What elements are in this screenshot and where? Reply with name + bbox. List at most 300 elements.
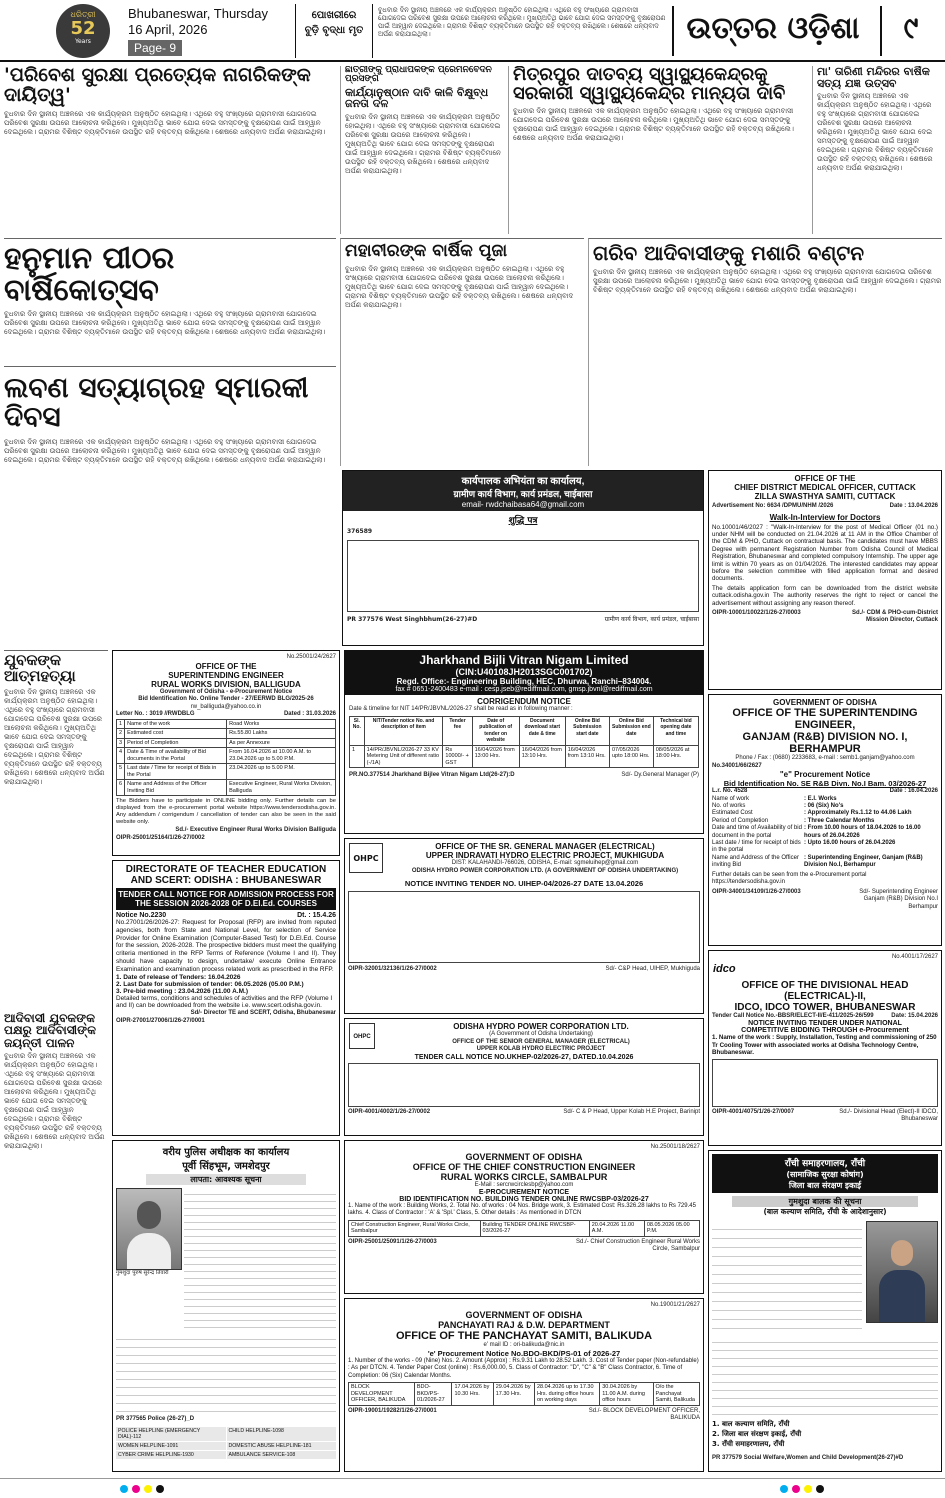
table-row (117, 729, 336, 739)
ad-number: No.25001/18/2627 (650, 1144, 700, 1150)
ad-police-jamshedpur (112, 1140, 340, 1472)
ad-meta (116, 912, 336, 919)
ad-body (712, 1221, 862, 1331)
ad-title: Jharkhand Bijli Vitran Nigam Limited (419, 653, 629, 667)
ad-body: Detailed terms, conditions and schedules of activities and the RFP (Volume I and II) can be downloaded from the website i.e. www.scert.odisha.gov.in. (116, 994, 333, 1010)
ad-meta (712, 788, 938, 796)
ad-cdmo-cuttack (708, 470, 942, 690)
ad-oipr: OIPR-25001/25164/1/26-27/0002 (116, 834, 205, 841)
ad-oipr: OIPR-25001/25091/1/26-27/0003 (348, 1238, 437, 1245)
story-hanuman (4, 238, 336, 362)
teaser-line-2: ବୁଡ଼ି ବୃଦ୍ଧା ମୃତ (304, 25, 364, 36)
headline-youth2: ଆଦିବାସୀ ଯୁବକଙ୍କ ପକ୍ଷରୁ ଆଦିବାସୀଙ୍କ ଜୟନ୍ତୀ ପାଳନ (4, 1010, 96, 1050)
ad-date: Dt. : 15.4.26 (297, 912, 336, 919)
ad-title: राँची समाहरणालय, राँची (784, 1159, 866, 1169)
contact-lines (116, 1332, 336, 1412)
photo-caption: गुमशुदा पुरुष सुरेन्द्र तिवारी (116, 1270, 169, 1276)
ad-ohpc-mukhiguda (344, 838, 704, 1014)
ad-sub: लापता: आवश्यक सूचना (146, 1174, 306, 1185)
detail-row (712, 825, 938, 840)
ad-header (712, 1154, 938, 1193)
ohpc-logo: OHPC (349, 1023, 375, 1049)
ad-body: No.10001/46/2027 : "Walk-In-Interview for the post of Medical Officer (01 no.) under NHM will be conducted on 21.04.2026 at 11 AM in the Office Chamber of the CDM & PHO, Cuttack on contractual basis. The candidates must have MBBS Degree with permanent Registration Number from Odisha Council of Medical Registration, Bhubaneswar and completed compulsory Internship. The upper age limit is within 70 years as on 01/04/2026. The interested candidates may appear before the selection committee with filled application format and desired documents. (712, 523, 938, 583)
ad-date: Date: 15.04.2026 (891, 1012, 938, 1019)
story-tarini (812, 66, 942, 234)
table-header: NIT/Tender notice No. and description of item (364, 716, 443, 745)
table-cell: Last date / Time for receipt of Bids in the Portal (125, 764, 227, 780)
detail-label: Estimated Cost (712, 810, 753, 817)
detail-label: Period of Completion (712, 817, 769, 824)
ad-number: No.25001/24/2627 (286, 654, 336, 660)
table-cell: 1 (350, 745, 365, 768)
story-mahavir (340, 238, 584, 466)
ad-gov: GOVERNMENT OF ODISHA (465, 1309, 583, 1320)
ad-cin: (CIN:U40108JH2013SGC001702) (455, 667, 593, 677)
table-row (349, 1220, 700, 1236)
table-cell: 23.04.2026 up to 5.00 P.M. (227, 764, 336, 780)
ad-title: UPPER KOLAB HYDRO ELECTRIC PROJECT (476, 1046, 606, 1052)
bid-table (348, 1220, 700, 1237)
headline-environment: 'ପରିବେଶ ସୁରକ୍ଷା ପ୍ରତ୍ୟେକ ନାଗରିକଙ୍କ ଦାୟିତ୍ୱ' (4, 66, 311, 106)
ad-footer (712, 889, 938, 912)
table-cell: 20.04.2026 11.00 A.M. (589, 1220, 644, 1236)
table-cell: 16/04/2026 from 13:10 Hrs. (519, 745, 565, 768)
ad-title: OFFICE OF THE SR. GENERAL MANAGER (ELECTRICAL) (435, 842, 655, 851)
ad-ranchi (708, 1150, 942, 1472)
ad-footer (345, 770, 703, 782)
ad-oipr: OIPR-34001/34109/1/26-27/0003 (712, 888, 801, 895)
headline-hanuman: ହନୁମାନ ପୀଠର ବାର୍ଷିକୋତ୍ସବ (4, 241, 175, 308)
missing-person-photo (116, 1188, 182, 1270)
ad-body: The details application form can be downloaded from the district website cuttack.odisha.gov.in The authority reserves the right to reject or cancel the advertisement without assigning any reason thereof. (712, 584, 938, 607)
ad-intro: Date & timeline for NIT 14/PR/JBVNL/2026-27 shall be read as in following manner : (349, 706, 573, 712)
detail-row (712, 818, 938, 825)
contact-item: 2. जिला बाल संरक्षण इकाई, राँची (712, 1430, 802, 1438)
ad-sign: Sd/- C & P Head, Upper Kolab H.E Project, Barinipt (563, 1108, 700, 1115)
ad-pr: PR 377576 West Singhbhum(26-27)#D (347, 615, 478, 623)
ad-body (184, 1188, 336, 1328)
ad-content (116, 1188, 336, 1328)
ad-sign: Sd./- Executive Engineer Rural Works Division Balliguda (175, 827, 336, 833)
story-body: ବୁଧବାର ଦିନ ସ୍ଥାନୀୟ ଅଞ୍ଚଳରେ ଏକ କାର୍ଯ୍ୟକ୍ରମ ଅନୁଷ୍ଠିତ ହୋଇଥିଲା। ଏଥିରେ ବହୁ ସଂଖ୍ୟାରେ ଗ୍ରାମବାସୀ ଯୋଗଦେଇ ପରିବେଶ ସୁରକ୍ଷା ଉପରେ ଆଲୋଚନା କରିଥିଲେ। ମୁଖ୍ୟଅତିଥି ଭାବେ ଯୋଗ ଦେଇ ସମସ୍ତଙ୍କୁ ବୃକ୍ଷରୋପଣ ପାଇଁ ଆହ୍ୱାନ ଦେଇଥିଲେ। ଗ୍ରାମର ବିଶିଷ୍ଟ ବ୍ୟକ୍ତିମାନେ ଉପସ୍ଥିତ ରହି ବକ୍ତବ୍ୟ ରଖିଥିଲେ। ଶେଷରେ ଧନ୍ୟବାଦ ଅର୍ପଣ କରାଯାଇଥିଲା। (593, 268, 942, 294)
ad-oipr: OIPR-4001/4002/1/26-27/0002 (348, 1108, 431, 1115)
ad-pr: PR 377579 Social Welfare,Women and Child Development(26-27)#D (712, 1455, 904, 1461)
table-cell: 2 (117, 729, 125, 739)
jbvnl-table (349, 716, 699, 769)
detail-value: : From 10.00 hours of 18.04.2026 to 16.00 hours of 26.04.2026 (804, 825, 921, 839)
ad-notice: E-PROCUREMENT NOTICE (478, 1189, 570, 1196)
story-body: ବୁଧବାର ଦିନ ସ୍ଥାନୀୟ ଅଞ୍ଚଳରେ ଏକ କାର୍ଯ୍ୟକ୍ରମ ଅନୁଷ୍ଠିତ ହୋଇଥିଲା। ଏଥିରେ ବହୁ ସଂଖ୍ୟାରେ ଗ୍ରାମବାସୀ ଯୋଗଦେଇ ପରିବେଶ ସୁରକ୍ଷା ଉପରେ ଆଲୋଚନା କରିଥିଲେ। ମୁଖ୍ୟଅତିଥି ଭାବେ ଯୋଗ ଦେଇ ସମସ୍ତଙ୍କୁ ବୃକ୍ଷରୋପଣ ପାଇଁ ଆହ୍ୱାନ ଦେଇଥିଲେ। ଗ୍ରାମର ବିଶିଷ୍ଟ ବ୍ୟକ୍ତିମାନେ ଉପସ୍ଥିତ ରହି ବକ୍ତବ୍ୟ ରଖିଥିଲେ। ଶେଷରେ ଧନ୍ୟବାଦ ଅର୍ପଣ କରାଯାଇଥିଲା। (513, 106, 794, 142)
headline-youth: ଯୁବକଙ୍କ ଆତ୍ମହତ୍ୟା (4, 651, 76, 685)
ad-number: No.4001/17/2627 (891, 954, 938, 960)
table-cell: Rs 10000/- + GST (443, 745, 472, 768)
ad-teacher-education (112, 860, 340, 1136)
ad-date: Dated : 31.03.2026 (283, 711, 336, 717)
table-cell: Road Works (227, 719, 336, 729)
ad-content (712, 1221, 938, 1331)
ad-body: 1. Number of the works - 09 (Nine) Nos. 2. Amount (Approx) : Rs.9.31 Lakh to 28.52 Lakh. 3. Cost of Tender paper (Non-refundable) : As per DTCN. 4. Tender Paper Cost (online) : Rs.6,000.00, 5. Class of Contractor: "D", "C" & "B" Class Contractor, 6. Time of Completion: 06 (Six) Calendar Months. (348, 1358, 699, 1379)
ad-oipr: OIPR-32001/32136/1/26-27/0002 (348, 966, 437, 972)
table-header: Online Bid Submission end date (609, 716, 653, 745)
story-labana (4, 366, 336, 646)
table-cell: 08.05.2026 05.00 P.M. (644, 1220, 699, 1236)
ad-body: 1. Name of the work : Building Works, 2. Total No. of works : 04 Nos. Bridge work, 3. Estimated Cost: Rs.326.28 lakhs to Rs 729.45 lakhs. 4. Class of Contractor : 'A' & 'Spl.' Class, 5. Other details : As mentioned in DTCN (348, 1203, 696, 1217)
photo-block (116, 1188, 184, 1328)
contact-item: 3. राँची समाहरणालय, राँची (712, 1440, 785, 1448)
ad-gov: GOVERNMENT OF ODISHA (772, 698, 877, 707)
table-cell: BLOCK DEVELOPMENT OFFICER, BALIKUDA (349, 1383, 415, 1406)
table-header: Tender fee (443, 716, 472, 745)
teaser-line-1: ପୋଖରୀରେ (311, 10, 357, 21)
ad-title: OFFICE OF THE (195, 661, 257, 671)
ad-title: DIRECTORATE OF TEACHER EDUCATION (125, 864, 327, 875)
story-body: ବୁଧବାର ଦିନ ସ୍ଥାନୀୟ ଅଞ୍ଚଳରେ ଏକ କାର୍ଯ୍ୟକ୍ରମ ଅନୁଷ୍ଠିତ ହୋଇଥିଲା। ଏଥିରେ ବହୁ ସଂଖ୍ୟାରେ ଗ୍ରାମବାସୀ ଯୋଗଦେଇ ପରିବେଶ ସୁରକ୍ଷା ଉପରେ ଆଲୋଚନା କରିଥିଲେ। ମୁଖ୍ୟଅତିଥି ଭାବେ ଯୋଗ ଦେଇ ସମସ୍ତଙ୍କୁ ବୃକ୍ଷରୋପଣ ପାଇଁ ଆହ୍ୱାନ ଦେଇଥିଲେ। ଗ୍ରାମର ବିଶିଷ୍ଟ ବ୍ୟକ୍ତିମାନେ ଉପସ୍ଥିତ ରହି ବକ୍ତବ୍ୟ ରଖିଥିଲେ। ଶେଷରେ ଧନ୍ୟବାଦ ଅର୍ପଣ କରାଯାଇଥିଲା। (345, 264, 574, 309)
story-mitrapur (508, 66, 808, 234)
ad-title: OFFICE OF THE CHIEF CONSTRUCTION ENGINEER (412, 1161, 636, 1172)
table-header-row (350, 716, 699, 745)
ad-sub: गुमशुदा बालक की सूचना (732, 1196, 918, 1207)
story-body: ବୁଧବାର ଦିନ ସ୍ଥାନୀୟ ଅଞ୍ଚଳରେ ଏକ କାର୍ଯ୍ୟକ୍ରମ ଅନୁଷ୍ଠିତ ହୋଇଥିଲା। ଏଥିରେ ବହୁ ସଂଖ୍ୟାରେ ଗ୍ରାମବାସୀ ଯୋଗଦେଇ ପରିବେଶ ସୁରକ୍ଷା ଉପରେ ଆଲୋଚନା କରିଥିଲେ। ମୁଖ୍ୟଅତିଥି ଭାବେ ଯୋଗ ଦେଇ ସମସ୍ତଙ୍କୁ ବୃକ୍ଷରୋପଣ ପାଇଁ ଆହ୍ୱାନ ଦେଇଥିଲେ। ଗ୍ରାମର ବିଶିଷ୍ଟ ବ୍ୟକ୍ତିମାନେ ଉପସ୍ଥିତ ରହି ବକ୍ତବ୍ୟ ରଖିଥିଲେ। ଶେଷରେ ଧନ୍ୟବାଦ ଅର୍ପଣ କରାଯାଇଥିଲା। (4, 437, 326, 464)
ad-header (345, 651, 703, 695)
ad-header (390, 842, 700, 875)
contact-list (712, 1419, 938, 1449)
notice-text (712, 1335, 938, 1415)
ad-notice: NOTICE INVITING TENDER NO. UIHEP-04/2026-27 DATE 13.04.2026 (404, 879, 644, 888)
table-row (350, 745, 699, 768)
ad-pr: PR.NO.377514 Jharkhand Bijlee Vitran Nigam Ltd(26-27):D (349, 772, 515, 778)
table-row (117, 719, 336, 729)
ad-idco (708, 950, 942, 1146)
badge-sub: Years (75, 38, 91, 45)
teaser-body: ବୁଧବାର ଦିନ ସ୍ଥାନୀୟ ଅଞ୍ଚଳରେ ଏକ କାର୍ଯ୍ୟକ୍ରମ ଅନୁଷ୍ଠିତ ହୋଇଥିଲା। ଏଥିରେ ବହୁ ସଂଖ୍ୟାରେ ଗ୍ରାମବାସୀ ଯୋଗଦେଇ ପରିବେଶ ସୁରକ୍ଷା ଉପରେ ଆଲୋଚନା କରିଥିଲେ। ମୁଖ୍ୟଅତିଥି ଭାବେ ଯୋଗ ଦେଇ ସମସ୍ତଙ୍କୁ ବୃକ୍ଷରୋପଣ ପାଇଁ ଆହ୍ୱାନ ଦେଇଥିଲେ। ଗ୍ରାମର ବିଶିଷ୍ଟ ବ୍ୟକ୍ତିମାନେ ଉପସ୍ଥିତ ରହି ବକ୍ତବ୍ୟ ରଖିଥିଲେ। ଶେଷରେ ଧନ୍ୟବାଦ ଅର୍ପଣ କରାଯାଇଥିଲା। (378, 6, 666, 38)
table-cell: Period of Completion (125, 738, 227, 748)
table-cell: BDO-BKD/PS-01/2026-27 (414, 1383, 452, 1406)
ad-jharkhand-rwd (342, 470, 704, 646)
ad-sub: CORRIGENDUM NOTICE (477, 697, 571, 706)
ad-number: No.34001/66/2627 (712, 762, 762, 769)
color-registration-strip (0, 1478, 945, 1498)
ad-cce-sambalpur (344, 1140, 704, 1294)
ad-title: OFFICE OF THE SUPERINTENDING ENGINEER, (732, 707, 918, 731)
ad-address: DIST: KALAHANDI-766026, ODISHA, E-mail: sgmeluihep@gmail.com (451, 860, 639, 866)
ad-oipr: OIPR-10001/10022/1/26-27/0003 (712, 609, 801, 616)
helpline-item: WOMEN HELPLINE-1091 (116, 1442, 226, 1450)
headline-tarini: ମା' ତାରିଣୀ ମନ୍ଦିରର ବାର୍ଷିକ ସତ୍ୟ ଯଜ୍ଞ ଉତ୍ସବ (817, 66, 930, 90)
issue-date: 16 April, 2026 (128, 22, 208, 37)
story-environment (4, 66, 336, 234)
detail-row (712, 803, 938, 810)
detail-value: : E.I. Works (804, 795, 837, 802)
ad-footer (712, 1109, 938, 1124)
ad-date: Date : 13.04.2026 (889, 503, 938, 509)
badge-number: 52 (70, 18, 96, 39)
ad-body: The Bidders have to participate in ONLINE bidding only. Further details can be displayed from the e-procurement portal website https://www.tendersodisha.gov.in. Any addendum / corrigendum / cancellation of tender can also be seen in the said website only. (116, 798, 336, 825)
headline-hostel-sub: କାର୍ଯ୍ୟାନୁଷ୍ଠାନ ଦାବି କାଳି ବିକ୍ଷୁବ୍ଧ ଜନତା ଦଳ (345, 85, 489, 111)
ad-notice: TENDER CALL NOTICE NO.UKHEP-02/2026-27, DATED.10.04.2026 (414, 1053, 634, 1061)
headline-mahavir: ମହାବୀରଙ୍କ ବାର୍ଷିକ ପୂଜା (345, 241, 508, 261)
ad-sub: (बाल कल्याण समिति, राँची के आदेशानुसार) (763, 1207, 887, 1216)
ad-header (343, 471, 703, 511)
detail-row (712, 840, 938, 855)
bid-table (116, 719, 336, 797)
masthead-teaser (295, 4, 373, 58)
ad-sub: Government of Odisha - e-Procurement Notice (159, 688, 293, 695)
table-cell: From 16.04.2026 at 10.00 A.M. to 23.04.2026 up to 5.00 P.M. (227, 748, 336, 764)
ad-meta (712, 503, 938, 511)
anniversary-badge (56, 4, 110, 58)
table-cell: 6 (117, 780, 125, 796)
ad-number: Notice No.2230 (116, 912, 167, 919)
ad-sign: Sd/- Superintending Engineer Ganjam (R&B) Division No.I Berhampur (859, 888, 938, 910)
idco-table (712, 1059, 938, 1107)
ad-sub: NOTICE INVITING TENDER UNDER NATIONAL (748, 1020, 902, 1027)
ad-title: AND SCERT: ODISHA : BHUBANESWAR (130, 875, 322, 886)
ad-title: वरीय पुलिस अधीक्षक का कार्यालय (162, 1147, 290, 1158)
table-header: Technical bid opening date and time (653, 716, 698, 745)
table-cell: Executive Engineer, Rural Works Division, Balliguda (227, 780, 336, 796)
ad-notice: 'e' Procurement Notice No.BDO-BKD/PS-01 of 2026-27 (427, 1349, 621, 1358)
ad-bar: TENDER CALL NOTICE FOR ADMISSION PROCESS FOR THE SESSION 2026-2028 OF D.El.Ed. COURSES (116, 888, 336, 910)
detail-label: Date and time of Availability of bid document in the portal (712, 825, 802, 839)
table-cell: 07/05/2026 upto 18:00 Hrs. (609, 745, 653, 768)
ad-footer (343, 614, 703, 626)
detail-row (712, 855, 938, 870)
corrigendum-table (347, 540, 699, 612)
ad-body: Further details can be seen from the e-Procurement portal https://tendersodisha.gov.in (712, 871, 867, 886)
section-title: ଉତ୍ତର ଓଡ଼ିଶା (672, 6, 872, 56)
detail-row (712, 796, 938, 803)
table-cell: Estimated cost (125, 729, 227, 739)
ad-meta (712, 1013, 938, 1021)
headline-adivasi: ଗରିବ ଆଦିବାସୀଙ୍କୁ ମଶାରି ବଣ୍ଟନ (593, 241, 865, 265)
ohpc-table (348, 891, 700, 963)
ad-title: IDCO, IDCO TOWER, BHUBANESWAR (734, 1001, 916, 1013)
ad-jbvnl (344, 650, 704, 834)
ad-title: OFFICE OF THE PANCHAYAT SAMITI, BALIKUDA (395, 1329, 653, 1342)
ad-body: No.27001/26/2026-27: Request for Proposal (RFP) are invited from reputed agencies, both from State and National Level, for selection of Service Provider for Online Examination (Computer-Based Test) for D.El.Ed. Course for the session, 2026-2028. The prospective bidders must meet the qualifying criteria mentioned in the RFP Terms of Reference (Volume I and II). They should have capacity to design, undertake/ execute Online Entrance Examination and examination process related work as prescribed in the RFP. (116, 919, 336, 973)
ad-details (712, 796, 938, 870)
table-cell: 3 (117, 738, 125, 748)
table-row (117, 764, 336, 780)
helpline-item: DOMESTIC ABUSE HELPLINE-181 (227, 1442, 337, 1450)
ad-body: 1. Name of the work : Supply, Installation, Testing and commissioning of 250 Tr Cooling Tower with associated works at Odisha Technology Centre, Bhubaneswar. (712, 1034, 937, 1057)
ad-footer (348, 966, 700, 974)
ad-footer (348, 1109, 700, 1117)
ohpc-logo: OHPC (349, 843, 383, 873)
ad-item: 3. Pre-bid meeting : 23.04.2026 (11.00 A.M.) (116, 987, 248, 995)
ad-item: 2. Last Date for submission of tender: 06.05.2026 (05.00 P.M.) (116, 980, 304, 988)
ad-oipr: OIPR-4001/4075/1/26-27/0007 (712, 1108, 795, 1115)
table-cell: Date & Time of availability of Bid documents in the Portal (125, 748, 227, 764)
page-label: Page- 9 (128, 40, 182, 56)
ad-email: E-Mail : sercrwcirclesbp@yahoo.com (474, 1181, 574, 1188)
table-cell: 30.04.2026 by 11.00 A.M. during office hours (600, 1383, 653, 1406)
detail-value: : Approximately Rs.1.12 to 44.06 Lakh (804, 810, 912, 817)
story-body: ବୁଧବାର ଦିନ ସ୍ଥାନୀୟ ଅଞ୍ଚଳରେ ଏକ କାର୍ଯ୍ୟକ୍ରମ ଅନୁଷ୍ଠିତ ହୋଇଥିଲା। ଏଥିରେ ବହୁ ସଂଖ୍ୟାରେ ଗ୍ରାମବାସୀ ଯୋଗଦେଇ ପରିବେଶ ସୁରକ୍ଷା ଉପରେ ଆଲୋଚନା କରିଥିଲେ। ମୁଖ୍ୟଅତିଥି ଭାବେ ଯୋଗ ଦେଇ ସମସ୍ତଙ୍କୁ ବୃକ୍ଷରୋପଣ ପାଇଁ ଆହ୍ୱାନ ଦେଇଥିଲେ। ଗ୍ରାମର ବିଶିଷ୍ଟ ବ୍ୟକ୍ତିମାନେ ଉପସ୍ଥିତ ରହି ବକ୍ତବ୍ୟ ରଖିଥିଲେ। ଶେଷରେ ଧନ୍ୟବାଦ ଅର୍ପଣ କରାଯାଇଥିଲା। (4, 1052, 105, 1151)
ad-footer (712, 610, 938, 625)
headline-hostel: ଛାତ୍ରୀଙ୍କୁ ପ୍ରାଧାପକଙ୍କ ପ୍ରେମନିବେଦନ ପ୍ରସଙ୍ଗ (345, 66, 492, 85)
ad-sign: Sd./- Divisional Head (Elect)-II IDCO, Bhubaneswar (839, 1108, 938, 1123)
helpline-item: AMBULANCE SERVICE-108 (227, 1451, 337, 1459)
ad-title: OFFICE OF THE SENIOR GENERAL MANAGER (ELECTRICAL) (452, 1038, 630, 1045)
ad-title: ODISHA HYDRO POWER CORPORATION LTD. (453, 1022, 629, 1031)
table-row (117, 780, 336, 796)
table-cell: 16/04/2026 from 13:10 Hrs. (565, 745, 609, 768)
ad-title: SUPERINTENDING ENGINEER (168, 670, 284, 680)
table-row (117, 748, 336, 764)
ad-item: 1. Date of release of Tenders: 16.04.2026 (116, 973, 241, 981)
table-cell: 14/PR/JBVNL/2026-27 33 KV Metering Unit of different ratio (-/1A) (364, 745, 443, 768)
ad-sub: COMPETITIVE BIDDING THROUGH e-Procurement (741, 1027, 909, 1034)
detail-label: Name of work (712, 795, 750, 802)
ad-ohpc-kolab (344, 1018, 704, 1136)
ad-sub: "e" Procurement Notice (779, 770, 871, 779)
table-header: Document download start date & time (519, 716, 565, 745)
ad-email: e' mail ID : ori-balikuda@nic.in (483, 1341, 565, 1348)
ad-sub: Bid Identification No. Online Tender - 27/EERWD BLG/2025-26 (138, 696, 314, 702)
ad-oipr: OIPR-27001/27006/1/26-27/0001 (116, 1017, 205, 1024)
detail-value: : Three Calendar Months (804, 817, 875, 824)
table-cell: 17.04.2026 by 10.30 Hrs. (452, 1383, 493, 1406)
story-body: ବୁଧବାର ଦିନ ସ୍ଥାନୀୟ ଅଞ୍ଚଳରେ ଏକ କାର୍ଯ୍ୟକ୍ରମ ଅନୁଷ୍ଠିତ ହୋଇଥିଲା। ଏଥିରେ ବହୁ ସଂଖ୍ୟାରେ ଗ୍ରାମବାସୀ ଯୋଗଦେଇ ପରିବେଶ ସୁରକ୍ଷା ଉପରେ ଆଲୋଚନା କରିଥିଲେ। ମୁଖ୍ୟଅତିଥି ଭାବେ ଯୋଗ ଦେଇ ସମସ୍ତଙ୍କୁ ବୃକ୍ଷରୋପଣ ପାଇଁ ଆହ୍ୱାନ ଦେଇଥିଲେ। ଗ୍ରାମର ବିଶିଷ୍ଟ ବ୍ୟକ୍ତିମାନେ ଉପସ୍ଥିତ ରହି ବକ୍ତବ୍ୟ ରଖିଥିଲେ। ଶେଷରେ ଧନ୍ୟବାଦ ଅର୍ପଣ କରାଯାଇଥିଲା। (817, 92, 934, 173)
page-number: ୯ (880, 6, 940, 56)
table-row (117, 738, 336, 748)
ad-sign: Sd./- CDM & PHO-cum-District Mission Director, Cuttack (851, 609, 938, 624)
ad-letter: L.r. No. 4528 (712, 788, 748, 794)
detail-value: : 06 (Six) No's (804, 802, 844, 809)
ad-footer (348, 1239, 700, 1254)
ad-number: No.19001/21/2627 (650, 1302, 700, 1308)
ad-title: RURAL WORKS DIVISION, BALLIGUDA (151, 679, 301, 689)
table-cell: 5 (117, 764, 125, 780)
ad-title: RURAL WORKS CIRCLE, SAMBALPUR (440, 1171, 608, 1182)
ad-title: CHIEF DISTRICT MEDICAL OFFICER, CUTTACK (734, 483, 916, 492)
ad-tender: Tender Call Notice No.-BBSR/ELECT-II/E-411/2025-26/599 (712, 1012, 874, 1019)
ad-bid: Bid Identification No. SE R&B Divn. No.I Bam. 03/2026-27 (723, 779, 927, 788)
ad-title: जिला बाल संरक्षण इकाई (788, 1181, 862, 1190)
helpline-item: POLICE HELPLINE (EMERGENCY DIAL)-112 (116, 1427, 226, 1441)
ad-title: PANCHAYATI RAJ & D.W. DEPARTMENT (438, 1319, 610, 1330)
story-body: ବୁଧବାର ଦିନ ସ୍ଥାନୀୟ ଅଞ୍ଚଳରେ ଏକ କାର୍ଯ୍ୟକ୍ରମ ଅନୁଷ୍ଠିତ ହୋଇଥିଲା। ଏଥିରେ ବହୁ ସଂଖ୍ୟାରେ ଗ୍ରାମବାସୀ ଯୋଗଦେଇ ପରିବେଶ ସୁରକ୍ଷା ଉପରେ ଆଲୋଚନା କରିଥିଲେ। ମୁଖ୍ୟଅତିଥି ଭାବେ ଯୋଗ ଦେଇ ସମସ୍ତଙ୍କୁ ବୃକ୍ଷରୋପଣ ପାଇଁ ଆହ୍ୱାନ ଦେଇଥିଲେ। ଗ୍ରାମର ବିଶିଷ୍ଟ ବ୍ୟକ୍ତିମାନେ ଉପସ୍ଥିତ ରହି ବକ୍ତବ୍ୟ ରଖିଥିଲେ। ଶେଷରେ ଧନ୍ୟବାଦ ଅର୍ପଣ କରାଯାଇଥିଲା। (345, 112, 501, 175)
ad-sign: Sd./- BLOCK DEVELOPMENT OFFICER, BALIKUDA (588, 1407, 700, 1422)
ad-sub: Walk-In-Interview for Doctors (769, 512, 881, 522)
ad-title: (सामाजिक सुरक्षा कोषांग) (786, 1170, 864, 1179)
story-adivasi (588, 238, 942, 466)
detail-value: : Superintending Engineer, Ganjam (R&B) Division No.I, Berhampur (804, 854, 923, 869)
ad-title: पूर्वी सिंहभूम, जमशेदपुर (182, 1161, 270, 1172)
ad-sub: शुद्धि पत्र (508, 516, 538, 526)
detail-row (712, 810, 938, 817)
helpline-item: CYBER CRIME HELPLINE-1930 (116, 1451, 226, 1459)
ad-oipr: OIPR-19001/19282/1/26-27/0001 (348, 1407, 437, 1414)
ad-title: OFFICE OF THE DIVISIONAL HEAD (ELECTRICAL)-II, (741, 979, 909, 1002)
ad-sign: Sd/- C&P Head, UIHEP, Mukhiguda (605, 966, 700, 972)
detail-label: Name and Address of the Officer inviting Bid (712, 854, 799, 869)
table-cell: Building TENDER ONLINE RWCSBP-03/2026-27 (480, 1220, 589, 1236)
ad-header (382, 1022, 700, 1054)
table-cell: Rs.55.80 Lakhs (227, 729, 336, 739)
missing-child-photo (866, 1221, 938, 1323)
ad-meta (116, 711, 336, 719)
ad-email: rw_balliguda@yahoo.co.in (190, 703, 262, 710)
ad-rwd-balliguda (112, 650, 340, 856)
table-cell: 08/05/2026 at 18:00 Hrs. (653, 745, 698, 768)
helpline-item: CHILD HELPLINE-1098 (227, 1427, 337, 1441)
table-cell: O/o the Panchayat Samiti, Balikuda (653, 1383, 699, 1406)
ad-company: ODISHA HYDRO POWER CORPORATION LTD. (A GOVERNMENT OF ODISHA UNDERTAKING) (411, 867, 679, 874)
table-cell: Name of the work (125, 719, 227, 729)
ad-sign: Sd/- Director TE and SCERT, Odisha, Bhubaneswar (190, 1010, 336, 1017)
headline-labana: ଲବଣ ସତ୍ୟାଗ୍ରହ ସ୍ମାରକୀ ଦିବସ (4, 371, 309, 434)
story-hostel (340, 66, 504, 234)
bid-table (348, 1382, 700, 1406)
ad-email: email- rwdchaibasa64@gmail.com (461, 500, 585, 509)
story-body: ବୁଧବାର ଦିନ ସ୍ଥାନୀୟ ଅଞ୍ଚଳରେ ଏକ କାର୍ଯ୍ୟକ୍ରମ ଅନୁଷ୍ଠିତ ହୋଇଥିଲା। ଏଥିରେ ବହୁ ସଂଖ୍ୟାରେ ଗ୍ରାମବାସୀ ଯୋଗଦେଇ ପରିବେଶ ସୁରକ୍ଷା ଉପରେ ଆଲୋଚନା କରିଥିଲେ। ମୁଖ୍ୟଅତିଥି ଭାବେ ଯୋଗ ଦେଇ ସମସ୍ତଙ୍କୁ ବୃକ୍ଷରୋପଣ ପାଇଁ ଆହ୍ୱାନ ଦେଇଥିଲେ। ଗ୍ରାମର ବିଶିଷ୍ଟ ବ୍ୟକ୍ତିମାନେ ଉପସ୍ଥିତ ରହି ବକ୍ତବ୍ୟ ରଖିଥିଲେ। ଶେଷରେ ଧନ୍ୟବାଦ ଅର୍ପଣ କରାଯାଇଥିଲା। (4, 687, 105, 786)
ad-number: Advertisement No: 6634 /DPMU/NHM /2026 (712, 503, 834, 509)
ad-ref: 376589 (347, 528, 373, 535)
table-row (349, 1383, 700, 1406)
table-cell: Chief Construction Engineer, Rural Works Circle, Sambalpur (349, 1220, 481, 1236)
ad-title: UPPER INDRAVATI HYDRO ELECTRIC PROJECT, MUKHIGUDA (425, 851, 665, 860)
story-youth (4, 650, 108, 1474)
table-cell: 4 (117, 748, 125, 764)
detail-label: Last date / time for receipt of bids in the portal (712, 839, 801, 854)
table-cell: Name and Address of the Officer Inviting Bid (125, 780, 227, 796)
ad-ganjam (708, 694, 942, 946)
ad-sign: Sd./- Chief Construction Engineer Rural Works Circle, Sambalpur (576, 1238, 700, 1253)
ad-title: कार्यपालक अभियंता का कार्यालय, (461, 476, 585, 487)
ad-title: GANJAM (R&B) DIVISION NO. I, BERHAMPUR (742, 731, 908, 755)
table-cell: 28.04.2026 up to 17.30 Hrs. during office hours on working days (534, 1383, 599, 1406)
table-header: Sl. No. (350, 716, 365, 745)
ad-title: ZILLA SWASTHYA SAMITI, CUTTACK (754, 492, 896, 501)
ad-pr: PR 377565 Police (26-27)_D (116, 1416, 195, 1422)
ad-sign: ग्रामीण कार्य विभाग, कार्य प्रमंडल, चाईबासा (604, 615, 699, 623)
detail-value: : Upto 16.00 hours of 26.04.2026 (804, 839, 896, 846)
ad-title: (A Government of Odisha Undertaking) (489, 1031, 593, 1037)
table-header: Date of publication of tender on website (472, 716, 519, 745)
table-cell: 1 (117, 719, 125, 729)
table-cell: As per Annexure (227, 738, 336, 748)
masthead (0, 0, 945, 62)
headline-mitrapur: ମିତ୍ରପୁର ଦାତବ୍ୟ ସ୍ୱାସ୍ଥ୍ୟକେନ୍ଦ୍ରକୁ ସରକାରୀ ସ୍ୱାସ୍ଥ୍ୟକେନ୍ଦ୍ର ମାନ୍ୟତା ଦାବି (513, 66, 786, 104)
ad-title: OFFICE OF THE (794, 474, 856, 483)
helpline-grid (116, 1427, 336, 1459)
ad-footer (348, 1408, 700, 1423)
ad-date: Date : 16.04.2026 (889, 788, 938, 794)
city-date: Bhubaneswar, Thursday (128, 6, 268, 21)
ad-letter: Letter No. : 3019 //RWDBLG (116, 711, 195, 717)
idco-logo: idco (713, 963, 736, 975)
dateline (128, 6, 288, 58)
detail-label: No. of works (712, 802, 746, 809)
contact-item: 1. बाल कल्याण समिति, राँची (712, 1420, 790, 1428)
ad-contact: Phone / Fax : (0680) 2233683, e-mail : semb1.ganjam@yahoo.com (735, 755, 915, 761)
ad-bid: BID IDENTIFICATION NO. BUILDING TENDER ONLINE RWCSBP-03/2026-27 (399, 1196, 649, 1203)
table-cell: 29.04.2026 by 17.30 Hrs. (493, 1383, 534, 1406)
story-body: ବୁଧବାର ଦିନ ସ୍ଥାନୀୟ ଅଞ୍ଚଳରେ ଏକ କାର୍ଯ୍ୟକ୍ରମ ଅନୁଷ୍ଠିତ ହୋଇଥିଲା। ଏଥିରେ ବହୁ ସଂଖ୍ୟାରେ ଗ୍ରାମବାସୀ ଯୋଗଦେଇ ପରିବେଶ ସୁରକ୍ଷା ଉପରେ ଆଲୋଚନା କରିଥିଲେ। ମୁଖ୍ୟଅତିଥି ଭାବେ ଯୋଗ ଦେଇ ସମସ୍ତଙ୍କୁ ବୃକ୍ଷରୋପଣ ପାଇଁ ଆହ୍ୱାନ ଦେଇଥିଲେ। ଗ୍ରାମର ବିଶିଷ୍ଟ ବ୍ୟକ୍ତିମାନେ ଉପସ୍ଥିତ ରହି ବକ୍ତବ୍ୟ ରଖିଥିଲେ। ଶେଷରେ ଧନ୍ୟବାଦ ଅର୍ପଣ କରାଯାଇଥିଲା। (4, 109, 326, 136)
ad-sign: Sd/- Dy.General Manager (P) (621, 772, 699, 778)
table-header: Online Bid Submission start date (565, 716, 609, 745)
story-body: ବୁଧବାର ଦିନ ସ୍ଥାନୀୟ ଅଞ୍ଚଳରେ ଏକ କାର୍ଯ୍ୟକ୍ରମ ଅନୁଷ୍ଠିତ ହୋଇଥିଲା। ଏଥିରେ ବହୁ ସଂଖ୍ୟାରେ ଗ୍ରାମବାସୀ ଯୋଗଦେଇ ପରିବେଶ ସୁରକ୍ଷା ଉପରେ ଆଲୋଚନା କରିଥିଲେ। ମୁଖ୍ୟଅତିଥି ଭାବେ ଯୋଗ ଦେଇ ସମସ୍ତଙ୍କୁ ବୃକ୍ଷରୋପଣ ପାଇଁ ଆହ୍ୱାନ ଦେଇଥିଲେ। ଗ୍ରାମର ବିଶିଷ୍ଟ ବ୍ୟକ୍ତିମାନେ ଉପସ୍ଥିତ ରହି ବକ୍ତବ୍ୟ ରଖିଥିଲେ। ଶେଷରେ ଧନ୍ୟବାଦ ଅର୍ପଣ କରାଯାଇଥିଲା। (4, 310, 326, 336)
ad-subtitle: ग्रामीण कार्य विभाग, कार्य प्रमंडल, चाईबासा (453, 489, 593, 499)
ohpc2-table (348, 1063, 700, 1107)
ad-address: Regd. Office:- Engineering Building, HEC, Dhurwa, Ranchi–834004. (396, 677, 652, 686)
ad-balikuda (344, 1298, 704, 1472)
ad-gov: GOVERNMENT OF ODISHA (465, 1151, 583, 1162)
table-cell: 16/04/2026 from 13:00 Hrs. (472, 745, 519, 768)
badge-top: ଧରିତ୍ରୀ (70, 10, 96, 19)
